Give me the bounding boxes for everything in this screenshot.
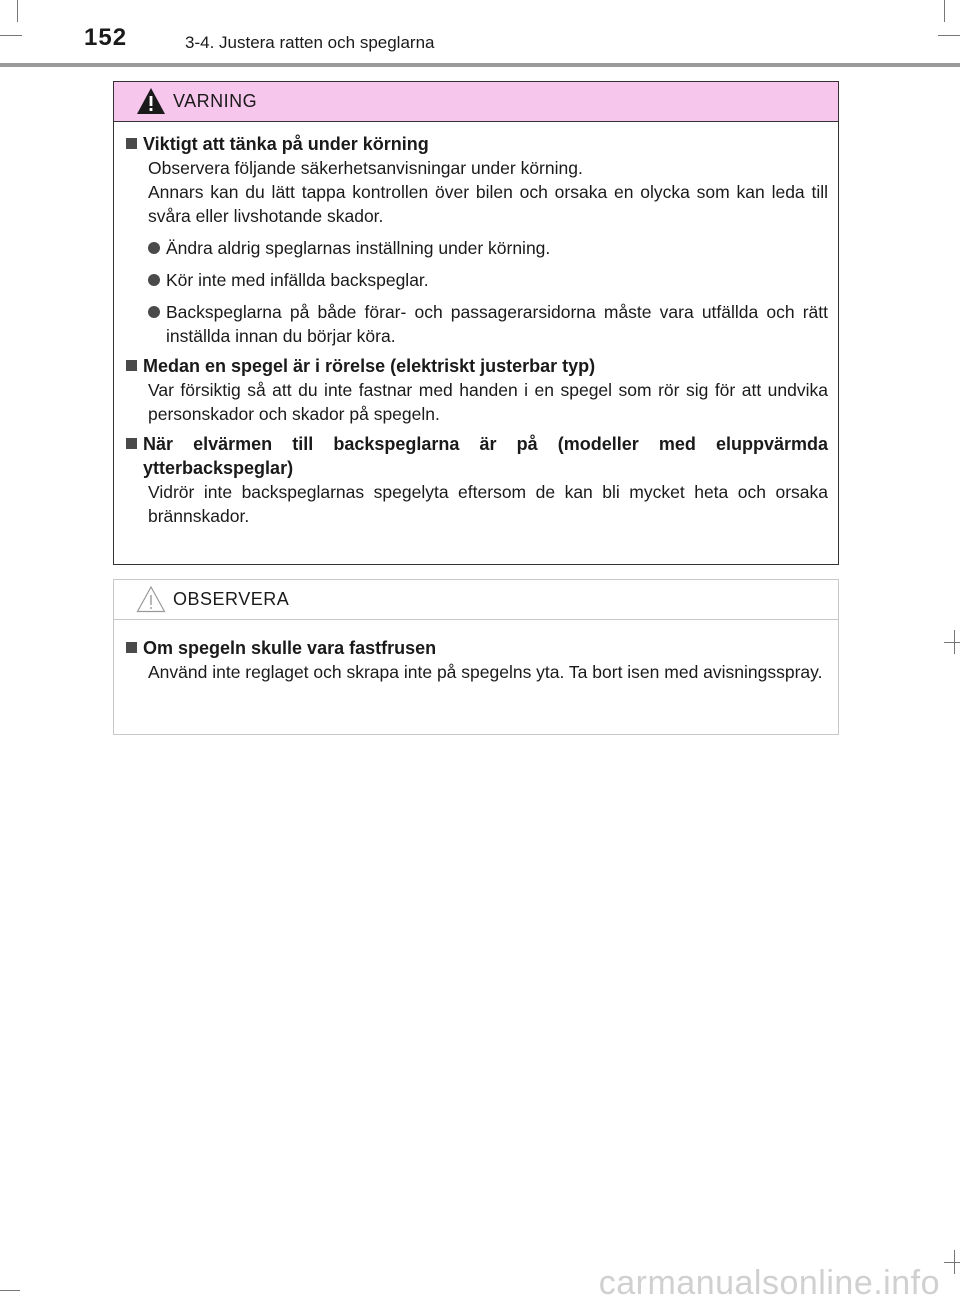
- item-heading: Om spegeln skulle vara fastfrusen: [124, 636, 828, 660]
- caution-triangle-outline-icon: [136, 585, 166, 613]
- paragraph: Använd inte reglaget och skrapa inte på spegelns yta. Ta bort isen med avisningsspray.: [148, 662, 823, 682]
- crop-mark: [938, 35, 960, 36]
- notice-box: [113, 579, 839, 735]
- bullet-item: Ändra aldrig speglarnas inställning under körning.: [148, 236, 828, 260]
- crop-mark: [17, 0, 18, 22]
- watermark: carmanualsonline.info: [598, 1264, 940, 1302]
- warning-item: [124, 132, 828, 348]
- paragraph: Vidrör inte backspeglarnas spegelyta eftersom de kan bli mycket heta och orsaka brännskador.: [148, 482, 828, 526]
- bullet-item: Backspeglarna på både förar- och passagerarsidorna måste vara utfällda och rätt inställda innan du börjar köra.: [148, 300, 828, 348]
- round-bullet-icon: [148, 242, 160, 254]
- square-bullet-icon: [126, 438, 137, 449]
- crop-mark: [0, 1290, 20, 1291]
- paragraph: Observera följande säkerhetsanvisningar under körning.: [148, 158, 583, 178]
- crop-mark: [944, 0, 945, 22]
- page-number: 152: [84, 24, 128, 51]
- crop-mark: [944, 1262, 960, 1263]
- warning-label: VARNING: [173, 91, 258, 111]
- page-header: [0, 0, 960, 70]
- item-heading: När elvärmen till backspeglarna är på (modeller med eluppvärmda ytterbackspeglar): [124, 432, 828, 480]
- warning-box-body: [114, 122, 838, 528]
- notice-box-body: [114, 620, 838, 684]
- notice-item: [124, 636, 828, 684]
- crop-mark: [0, 35, 22, 36]
- crop-mark: [954, 630, 955, 654]
- round-bullet-icon: [148, 274, 160, 286]
- header-rule: [0, 63, 960, 67]
- item-heading: Viktigt att tänka på under körning: [124, 132, 828, 156]
- crop-mark: [954, 1250, 955, 1274]
- warning-triangle-icon: [136, 87, 166, 115]
- section-title: 3-4. Justera ratten och speglarna: [185, 33, 435, 52]
- warning-item: [124, 354, 828, 426]
- notice-label: OBSERVERA: [173, 589, 290, 609]
- square-bullet-icon: [126, 360, 137, 371]
- paragraph: Var försiktig så att du inte fastnar med handen i en spegel som rör sig för att undvika personskador och skador på spegeln.: [148, 380, 828, 424]
- warning-box-header: [114, 82, 838, 122]
- warning-item: [124, 432, 828, 528]
- crop-mark: [944, 642, 960, 643]
- round-bullet-icon: [148, 306, 160, 318]
- square-bullet-icon: [126, 642, 137, 653]
- paragraph: Annars kan du lätt tappa kontrollen över bilen och orsaka en olycka som kan leda till svåra eller livshotande skador.: [148, 182, 828, 226]
- warning-box: [113, 81, 839, 565]
- bullet-item: Kör inte med infällda backspeglar.: [148, 268, 828, 292]
- notice-box-header: [114, 580, 838, 620]
- square-bullet-icon: [126, 138, 137, 149]
- item-heading: Medan en spegel är i rörelse (elektriskt justerbar typ): [124, 354, 828, 378]
